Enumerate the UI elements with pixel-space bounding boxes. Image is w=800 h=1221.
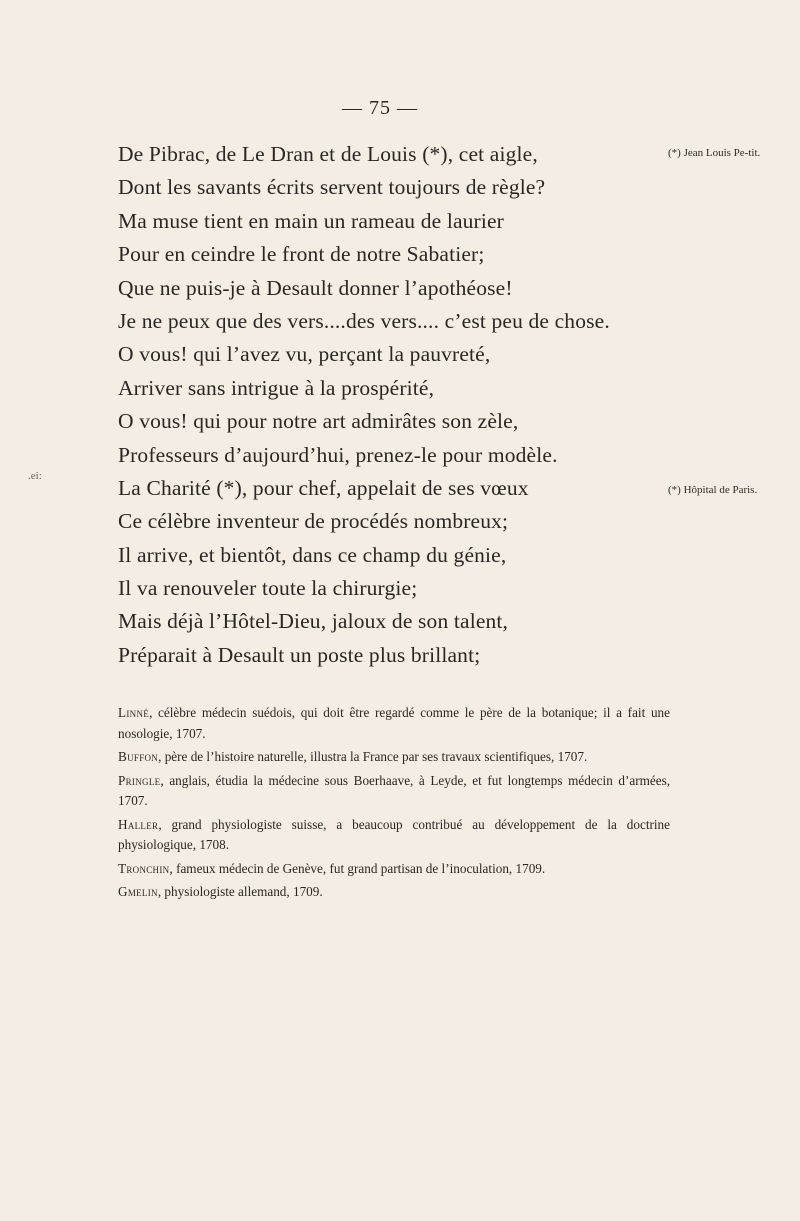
page-number: — 75 — xyxy=(342,97,418,119)
poem-verse xyxy=(118,138,678,672)
margin-note-louis: (*) Jean Louis Pe-tit. xyxy=(668,147,761,159)
verse-line: Pour en ceindre le front de notre Sabatier; xyxy=(118,242,485,267)
footnote xyxy=(118,703,670,744)
footnote xyxy=(118,747,670,768)
verse-line: O vous! qui l’avez vu, perçant la pauvreté, xyxy=(118,342,491,367)
footnote-text: , fameux médecin de Genève, fut grand partisan de l’inoculation, 1709. xyxy=(169,860,546,876)
footnote-name: Buffon xyxy=(118,749,159,764)
footnote-name: Tronchin xyxy=(118,860,170,876)
footnote xyxy=(118,882,670,903)
verse-line: Mais déjà l’Hôtel-Dieu, jaloux de son talent, xyxy=(118,609,509,634)
footnote xyxy=(118,771,670,812)
margin-note-charite: (*) Hôpital de Paris. xyxy=(668,484,758,496)
verse-line: La Charité (*), pour chef, appelait de ses vœux xyxy=(118,475,529,500)
footnote-name: Haller xyxy=(118,816,159,832)
verse-line: Préparait à Desault un poste plus brillant; xyxy=(118,642,481,667)
footnotes xyxy=(118,703,670,906)
verse-line: Ce célèbre inventeur de procédés nombreux; xyxy=(118,509,509,534)
verse-line: Je ne peux que des vers....des vers.... c’est peu de chose. xyxy=(118,308,610,333)
footnote-text: , grand physiologiste suisse, a beaucoup contribué au développement de la doctrine physiologique, 1708. xyxy=(118,816,670,852)
footnote-name: Pringle xyxy=(118,772,161,788)
footnote-text: , père de l’histoire naturelle, illustra la France par ses travaux scientifiques, 1707. xyxy=(158,749,588,764)
footnote-text: , anglais, étudia la médecine sous Boerhaave, à Leyde, et fut longtemps médecin d’armées, 1707. xyxy=(118,772,670,808)
verse-line: Il va renouveler toute la chirurgie; xyxy=(118,576,418,601)
verse-line: De Pibrac, de Le Dran et de Louis (*), cet aigle, xyxy=(118,142,538,166)
footnote-text: , physiologiste allemand, 1709. xyxy=(157,884,323,899)
footnote-text: , célèbre médecin suédois, qui doit être regardé comme le père de la botanique; il a fait une nosologie, 1707. xyxy=(118,705,670,741)
verse-line: Ma muse tient en main un rameau de laurier xyxy=(118,208,504,233)
footnote xyxy=(118,815,670,856)
footnote-name: Gmelin xyxy=(118,884,158,899)
verse-line: Dont les savants écrits servent toujours de règle? xyxy=(118,175,546,200)
footnote-name: Linné xyxy=(118,705,150,720)
verse-line: O vous! qui pour notre art admirâtes son zèle, xyxy=(118,409,519,434)
verse-line: Il arrive, et bientôt, dans ce champ du génie, xyxy=(118,542,507,567)
verse-line: Que ne puis-je à Desault donner l’apothéose! xyxy=(118,275,513,300)
edge-mark: .ei: xyxy=(28,470,42,482)
verse-line: Arriver sans intrigue à la prospérité, xyxy=(118,375,435,400)
footnote xyxy=(118,859,670,880)
verse-line: Professeurs d’aujourd’hui, prenez-le pour modèle. xyxy=(118,442,558,467)
